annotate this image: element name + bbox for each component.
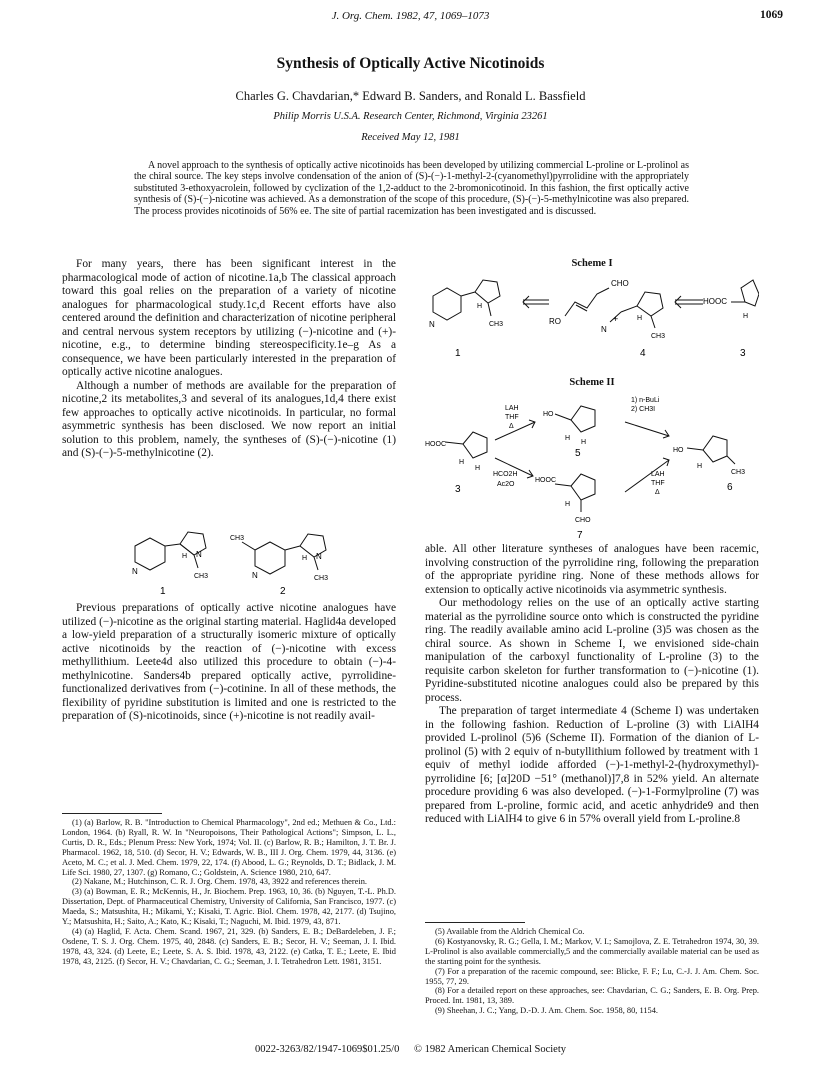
scheme-2-diagram [425,392,759,542]
s1-label-3: 3 [740,348,746,359]
s2-label-3: 3 [455,484,461,495]
s1-h-3: H [743,313,749,320]
copyright: © 1982 American Chemical Society [413,1044,567,1055]
footnote-2: (2) Nakane, M.; Hutchinson, C. R. J. Org. Chem. 1978, 43, 3922 and references therein. [72,877,368,887]
s2-h-6: H [697,463,703,470]
received-date: Received May 12, 1981 [361,132,460,143]
right-paragraph-3: The preparation of target intermediate 4 (Scheme I) was undertaken in the following fashion. Reduction of L-proline (3) with LiAlH4 provided L-prolinol (5)6 (Scheme II). Formation of the dianion of L-prolinol (5) with 2 equiv of n-butyllithium followed by treatment with 1 equiv of methyl iodide afforded (−)-1-methyl-2-(hydroxymethyl)-pyrrolidine [6; [α]20D −51° (methanol)]7,8 in 52% yield. An alternate procedure providing 6 was also developed. (−)-1-Formylproline (7) was prepared from L-proline, formic acid, and acetic anhydride9 and then reduced with LiAlH4 to give 6 in 57% overall yield from L-proline.8 [425,705,759,825]
footnote-8: (8) For a detailed report on these approaches, see: Chavdarian, C. G.; Sanders, E. B. Org. Prep. Proced. Int. 1981, 13, 389. [425,986,759,1006]
footnote-9: (9) Sheehan, J. C.; Yang, D.-D. J. Am. Chem. Soc. 1958, 80, 1154. [435,1006,659,1016]
footnote-5: (5) Available from the Aldrich Chemical Co. [435,927,585,936]
s1-nitrile-n: N [601,325,607,334]
s1-pyridine-n: N [429,320,435,329]
s1-ro: RO [549,317,561,326]
footnote-1: (1) (a) Barlow, R. B. "Introduction to Chemical Pharmacology", 2nd ed.; Methuen & Co., Ltd.: London, 1964. (b) Ryall, R. W. In "Neuropoisons, Their Pathological Actions"; Simpson, L. L., Curtis, D. R., Eds.; Plenum Press: New York, 1974; Vol. II. (c) Barlow, R. B.; Hamilton, J. T. Br. J. Pharmacol. 1962, 18, 510. (d) Secor, H. V.; Edwards, W. B., III J. Org. Chem. 1979, 44, 3136. (e) Aceto, M. C.; et al. J. Med. Chem. 1979, 22, 174. (f) Abood, L. G.; Reynolds, D. T.; Bidlack, J. M. Life Sci. 1980, 27, 1307. (g) Romano, C.; Goldstein, A. Science 1980, 210, 647. [62,818,396,877]
s1-plus: + [613,314,619,324]
s2-reagent-2: 2) CH3I [631,406,656,413]
authors: Charles G. Chavdarian,* Edward B. Sanders, and Ronald L. Bassfield [235,89,586,103]
methyl-label-2b: CH3 [314,575,329,582]
page-footer [0,1044,821,1055]
s2-ac2o: Ac2O [497,481,515,488]
paper-title: Synthesis of Optically Active Nicotinoids [276,55,545,72]
pyrrolidine-n-2: N [316,552,322,561]
s2-lah-1: LAH [505,405,519,412]
s2-delta-2: Δ [655,489,660,496]
s2-label-6: 6 [727,482,733,493]
right-paragraph-2: Our methodology relies on the use of an optically active starting material as the pyrrolidine source onto which is constructed the pyridine ring. The readily available amino acid L-proline (3)5 was chosen as the chiral source. As shown in Scheme I, we envisioned side-chain manipulation of the carboxyl functionality of L-proline (3) to the requisite carbon skeleton for further transformation to (−)-nicotine (1). Pyridine-substituted nicotine analogues could also be prepared by this process. [425,597,759,704]
s2-h-7: H [565,501,571,508]
pyridine-n-2: N [252,571,258,580]
footnote-4: (4) (a) Haglid, F. Acta. Chem. Scand. 1967, 21, 329. (b) Sanders, E. B.; DeBardeleben, J. F.; Osdene, T. S. J. Org. Chem. 1975, 40, 2848. (c) Sanders, E. B.; Secor, H. V.; Seeman, J. I. Ibid. 1978, 43, 324. (d) Leete, E.; Leete, S. A. S. Ibid. 1978, 43, 2122. (e) Catka, T. E.; Leete, E. Ibid 1978, 43, 2125. (f) Secor, H. V.; Chavdarian, C. G.; Seeman, J. I. Tetrahedron Lett. 1981, 3151. [62,926,396,966]
methyl-label-1: CH3 [194,573,209,580]
s2-hooc-7: HOOC [535,477,556,484]
s2-ho-5: HO [543,411,554,418]
left-paragraph-2: Although a number of methods are available for the preparation of nicotine,2 its metabolites,3 and several of its analogues,1d,4 there exist few approaches to optically active nicotinoids. In particular, no formal asymmetric synthesis has been disclosed. We now report an initial solution to this problem, namely, the syntheses of (S)-(−)-nicotine (1) and (S)-(−)-5-methylnicotine (2). [62,379,396,459]
s2-thf-2: THF [651,480,665,487]
s1-label-1: 1 [455,348,461,359]
right-column [425,543,759,827]
scheme-2-title: Scheme II [569,377,615,388]
s1-hooc: HOOC [703,297,727,306]
s1-methyl-4: CH3 [651,333,666,340]
s2-h-5b: H [581,439,587,446]
scheme-1-diagram [425,272,759,370]
running-header: J. Org. Chem. 1982, 47, 1069–1073 [331,10,490,22]
s2-thf-1: THF [505,414,519,421]
methyl-label-2a: CH3 [230,535,245,542]
s2-h-5a: H [565,435,571,442]
compound-label-2: 2 [280,586,286,597]
s2-reagent-1: 1) n-BuLi [631,397,660,404]
s1-cho: CHO [611,279,629,288]
footnote-3: (3) (a) Bowman, E. R.; McKennis, H., Jr. Biochem. Prep. 1963, 10, 36. (b) Nguyen, T.-L. Ph.D. Dissertation, Dept. of Pharmaceutical Chemistry, University of California, San Francisco, 1977. (c) Maeda, S.; Matsushita, H.; Mikami, Y.; Kisaki, T. Agric. Biol. Chem. 1978, 42, 2177. (d) Tsujino, Y.; Matsushita, H.; Saito, A.; Kato, K.; Kisaki, T.; Naguchi, M. Ibid. 1979, 43, 871. [62,887,396,927]
s1-h-4: H [637,315,643,322]
left-column-top [62,258,396,461]
s2-lah-2: LAH [651,471,665,478]
h-label-1: H [182,553,188,560]
page-number: 1069 [760,9,783,21]
affiliation: Philip Morris U.S.A. Research Center, Richmond, Virginia 23261 [273,111,548,122]
compound-label-1: 1 [160,586,166,597]
left-column-bottom [62,602,396,724]
s2-methyl-6: CH3 [731,469,746,476]
article-code: 0022-3263/82/1947-1069$01.25/0 [254,1044,400,1055]
footnotes-right [425,927,759,1016]
pyridine-n-1: N [132,567,138,576]
s2-h-3b: H [475,465,481,472]
s2-label-7: 7 [577,530,583,541]
footnote-7: (7) For a preparation of the racemic compound, see: Blicke, F. F.; Lu, C.-J. J. Am. Chem. Soc. 1955, 77, 29. [425,966,759,986]
s2-ho-6: HO [673,447,684,454]
scheme-1-title: Scheme I [571,258,613,269]
s1-methyl-1: CH3 [489,321,504,328]
abstract: A novel approach to the synthesis of optically active nicotinoids has been developed by utilizing commercial L-proline or L-prolinol as the chiral source. The key steps involve condensation of the anion of (S)-(−)-1-methyl-2-(cyanomethyl)pyrrolidine with the appropriately substituted 3-ethoxyacrolein, followed by cyclization of the 1,2-adduct to the 2-bromonicotinoid. In this fashion, the first optically active synthesis of (S)-(−)-nicotine was achieved. As a demonstration of the scope of this procedure, (S)-(−)-5-methylnicotine was also prepared. The process provides nicotinoids of 56% ee. The site of partial racemization has been investigated and is discussed. [134,160,689,217]
s1-label-4: 4 [640,348,646,359]
s2-cho-7: CHO [575,517,591,524]
h-label-2: H [302,555,308,562]
right-paragraph-1: able. All other literature syntheses of analogues have been racemic, involving construction of the pyrrolidine ring, following the preparation of the appropriate pyridine ring. None of these methods allows for extension to optically active nicotinoids via asymmetric synthesis. [425,543,759,596]
s2-hco2h: HCO2H [493,471,518,478]
footnotes-left [62,818,396,967]
footnote-rule-right [425,922,525,923]
s1-h-1: H [477,303,483,310]
footnote-6: (6) Kostyanovsky, R. G.; Gella, I. M.; Markov, V. I.; Samojlova, Z. E. Tetrahedron 1974, 30, 39. L-Prolinol is also available commercially,5 and the commercially available material can be used as the starting point for the synthesis. [425,936,759,966]
footnote-rule-left [62,813,162,814]
s2-h-3a: H [459,459,465,466]
nicotine-structures [110,528,350,600]
s2-delta-1: Δ [509,423,514,430]
pyrrolidine-n-1: N [196,550,202,559]
left-paragraph-3: Previous preparations of optically active nicotine analogues have utilized (−)-nicotine as the original starting material. Haglid4a developed a low-yield preparation of a structurally isomeric mixture of optically active nicotinoids by the reaction of (−)-nicotine with excess methyllithium. Leete4d also utilized this procedure to obtain (−)-4-methylnicotine. Sanders4b prepared optically active, pyrrolidine-functionalized derivatives from (−)-cotinine. In all of these methods, the flexibility of pyridine substitution is limited and one is restricted to the preparation of (S)-nicotinoids, since (+)-nicotine is not readily avail- [62,602,396,722]
s2-label-5: 5 [575,448,581,459]
s2-hooc-3: HOOC [425,441,446,448]
left-paragraph-1: For many years, there has been significant interest in the pharmacological mode of action of nicotine.1a,b The classical approach toward this goal relies on the preparation of a variety of nicotine analogues for pharmacological study.1c,d Recent efforts have also centered around the definition and characterization of nicotine peripheral and central nervous system receptors by utilizing (−)-nicotine and (+)-nicotine, e.g., to determine binding stereospecificity.1e–g As a consequence, we have been particularly interested in the preparation of optically active nicotine analogues. [62,258,396,378]
